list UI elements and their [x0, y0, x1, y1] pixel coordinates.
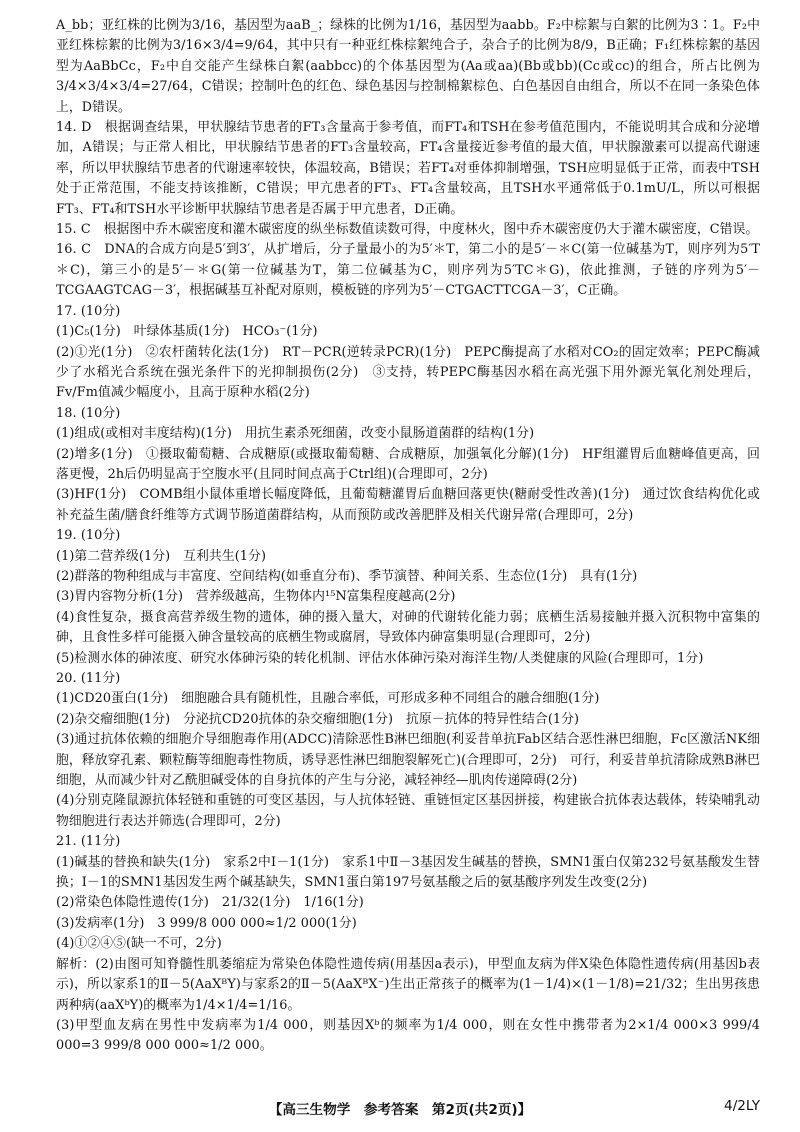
answer-15: 15. C 根据图中乔木碳密度和灌木碳密度的纵坐标数值读数可得，中度林火，图中乔木碳密度仍大于灌木碳密度，C错误。: [56, 222, 759, 238]
footer-code: 4/2LY: [724, 1098, 760, 1114]
answer-21-explanation: 解析：(2)由图可知脊髓性肌萎缩症为常染色体隐性遗传病(用基因a表示)，甲型血友病为伴X染色体隐性遗传病(用基因b表示)，所以家系1的Ⅱ－5(AaXᴮY)与家系2的Ⅱ－5(AaXᴮX⁻)生出正常孩子的概率为(1－1/4)×(1－1/8)=21/32；生出男孩患两种病(aaXᵇY)的概率为1/4×1/4=1/16。: [56, 956, 760, 1013]
answer-document: [56, 16, 760, 1057]
answer-16: 16. C DNA的合成方向是5′到3′，从扩增后，分子量最小的为5′＊T，第二小的是5′－＊C(第一位碱基为T，则序列为5′T＊C)，第三小的是5′－＊G(第一位碱基为T，第二位碱基为C，则序列为5′TC＊G)，依此推测，子链的序列为5′－TCGAAGTCAG－3′，根据碱基互补配对原则，模板链的序列为5′－CTGACTTCGA－3′，C正确。: [56, 242, 760, 299]
answer-18-part-2: (2)增多(1分) ①摄取葡萄糖、合成糖原(或摄取葡萄糖、合成糖原，加强氧化分解)(1分) HF组灌胃后血糖峰值更高，回落更慢，2h后仍明显高于空腹水平(且同时间点高于Ctrl组)(合理即可，2分): [56, 446, 760, 482]
question-20-heading: 20. (11分): [56, 671, 121, 686]
answer-19-part-2: (2)群落的物种组成与丰富度、空间结构(如垂直分布)、季节演替、种间关系、生态位(1分) 具有(1分): [56, 568, 638, 584]
answer-19-part-3: (3)胃内容物分析(1分) 营养级越高，生物体内¹⁵N富集程度越高(2分): [56, 589, 456, 605]
answer-20-part-3: (3)通过抗体依赖的细胞介导细胞毒作用(ADCC)清除恶性B淋巴细胞(利妥昔单抗Fab区结合恶性淋巴细胞，Fc区激活NK细胞，释放穿孔素、颗粒酶等细胞毒性物质，诱导恶性淋巴细胞裂解死亡)(合理即可，2分) 可行，利妥昔单抗清除成熟B淋巴细胞，从而减少针对乙酰胆碱受体的自身抗体的产生与分泌，减轻神经—肌肉传递障碍(2分): [56, 732, 760, 789]
answer-21-part-1: (1)碱基的替换和缺失(1分) 家系2中Ⅰ－1(1分) 家系1中Ⅱ－3基因发生碱基的替换，SMN1蛋白仅第232号氨基酸发生替换；Ⅰ－1的SMN1基因发生两个碱基缺失，SMN1蛋白第197号氨基酸之后的氨基酸序列发生改变(2分): [56, 854, 760, 891]
question-17-heading: 17. (10分): [56, 303, 121, 319]
answer-19-part-4: (4)食性复杂，摄食高营养级生物的遗体，砷的摄入量大，对砷的代谢转化能力弱；底栖生活易接触并摄入沉积物中富集的砷，且食性多样可能摄入砷含量较高的底栖生物或腐屑，导致体内砷富集明显(合理即可，2分): [56, 609, 760, 646]
answer-19-part-5: (5)检测水体的砷浓度、研究水体砷污染的转化机制、评估水体砷污染对海洋生物/人类健康的风险(合理即可，1分): [56, 650, 704, 666]
question-18-heading: 18. (10分): [56, 405, 121, 421]
answer-21-explanation-3: (3)甲型血友病在男性中发病率为1/4 000，则基因Xᵇ的频率为1/4 000，则在女性中携带者为2×1/4 000×3 999/4 000=3 999/8 000 000≈1/2 000。: [56, 1017, 760, 1054]
question-21-heading: 21. (11分): [56, 834, 121, 850]
answer-21-part-4: (4)①②④⑤(缺一不可，2分): [56, 936, 222, 952]
question-19-heading: 19. (10分): [56, 528, 121, 544]
answer-18-part-3: (3)HF(1分) COMB组小鼠体重增长幅度降低，且葡萄糖灌胃后血糖回落更快(糖耐受性改善)(1分) 通过饮食结构优化或补充益生菌/膳食纤维等方式调节肠道菌群结构，从而预防或改善肥胖及相关代谢异常(合理即可，2分): [56, 487, 760, 523]
answer-17-part-1: (1)C₅(1分) 叶绿体基质(1分) HCO₃⁻(1分): [56, 324, 318, 340]
footer-title: 【高三生物学 参考答案 第2页(共2页)】: [268, 1102, 532, 1118]
answer-20-part-1: (1)CD20蛋白(1分) 细胞融合具有随机性，且融合率低，可形成多种不同组合的融合细胞(1分): [56, 691, 600, 707]
answer-21-part-2: (2)常染色体隐性遗传(1分) 21/32(1分) 1/16(1分): [56, 895, 364, 911]
answer-21-part-3: (3)发病率(1分) 3 999/8 000 000≈1/2 000(1分): [56, 915, 357, 931]
page-footer: [0, 1098, 800, 1120]
answer-14: 14. D 根据调查结果，甲状腺结节患者的FT₃含量高于参考值，而FT₄和TSH在参考值范围内，不能说明其合成和分泌增加，A错误；与正常人相比，甲状腺结节患者的FT₃含量较高，FT₄含量接近参考值的最大值，甲状腺激素可以提高代谢速率，所以甲状腺结节患者的代谢速率较快，体温较高，B错误；若FT₄对垂体抑制增强，TSH应明显低于正常，而表中TSH处于正常范围，不能支持该推断，C错误；甲亢患者的FT₃、FT₄含量较高，且TSH水平通常低于0.1mU/L，所以可根据FT₃、FT₄和TSH水平诊断甲状腺结节患者是否属于甲亢患者，D正确。: [56, 120, 760, 217]
answer-18-part-1: (1)组成(或相对丰度结构)(1分) 用抗生素杀死细菌，改变小鼠肠道菌群的结构(1分): [56, 426, 535, 442]
paragraph-13-continued: A_bb；亚红株的比例为3/16，基因型为aaB_；绿株的比例为1/16，基因型为aabb。F₂中棕絮与白絮的比例为3∶1。F₂中亚红株棕絮的比例为3/16×3/4=9/64，其中只有一种亚红株棕絮纯合子，杂合子的比例为8/9，B正确；F₁红株棕絮的基因型为AaBbCc，F₂中自交能产生绿株白絮(aabbcc)的个体基因型为(Aa或aa)(Bb或bb)(Cc或cc)的组合，所占比例为3/4×3/4×3/4=27/64，C错误；控制叶色的红色、绿色基因与控制棉絮棕色、白色基因自由组合，所以不在同一条染色体上，D错误。: [56, 18, 760, 115]
answer-19-part-1: (1)第二营养级(1分) 互利共生(1分): [56, 548, 267, 564]
answer-20-part-4: (4)分别克隆鼠源抗体轻链和重链的可变区基因，与人抗体轻链、重链恒定区基因拼接，构建嵌合抗体表达载体，转染哺乳动物细胞进行表达并筛选(合理即可，2分): [56, 793, 760, 829]
answer-20-part-2: (2)杂交瘤细胞(1分) 分泌抗CD20抗体的杂交瘤细胞(1分) 抗原－抗体的特异性结合(1分): [56, 711, 580, 727]
answer-17-part-2: (2)①光(1分) ②农杆菌转化法(1分) RT－PCR(逆转录PCR)(1分) PEPC酶提高了水稻对CO₂的固定效率；PEPC酶减少了水稻光合系统在强光条件下的光抑制损伤(2分) ③支持，转PEPC酶基因水稻在高光强下用外源光氧化剂处理后，Fv/Fm值减少幅度小，且高于原种水稻(2分): [56, 344, 760, 401]
